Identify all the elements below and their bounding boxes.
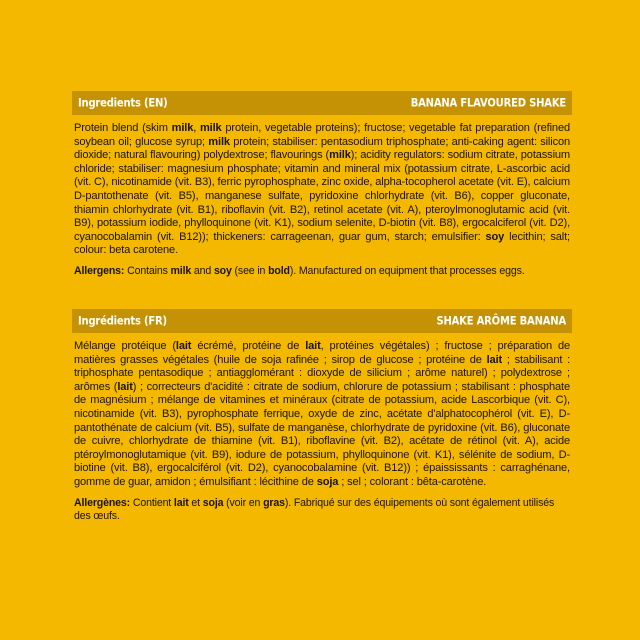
text-run: , [193, 122, 200, 134]
bold-text: soja [316, 475, 339, 488]
text-run: Contient [130, 496, 174, 509]
ingredients-panel-en [72, 91, 572, 279]
text-run: protein, vegetable proteins); fructose; vegetable fat preparation (refined soybean oil; glucose syrup; [74, 122, 570, 148]
product-name-en: BANANA FLAVOURED SHAKE [410, 96, 566, 110]
text-run: ). Fabriqué sur des équipements où sont également utilisés des œufs. [74, 496, 555, 523]
bold-text: Allergènes: [74, 496, 131, 509]
bold-text: gras [263, 496, 285, 509]
text-run: Contains [124, 264, 171, 277]
bold-text: milk [199, 122, 222, 134]
text-run: ); acidity regulators: sodium citrate, potassium chloride; stabiliser: magnesium phosphate; vitamin and mineral mix (potassium citrate, L-ascorbic acid (vit. C), nicotinamide (vit. B3), ferric pyrophosphate, zinc oxide, alpha-tocopherol acetate (vit. E), calcium D-pantothenate (vit. B5), manganese sulfate, pyridoxine chlorhydrate (vit. B6), copper gluconate, thiamin chlorhydrate (vit. B1), riboflavin (vit. B2), retinol acetate (vit. A), pteroylmonoglutamic acid (vit. B9), potassium iodide, phylloquinone (vit. K1), sodium selenite, D-biotin (vit. B8), ergocalciferol (vit. D2), cyanocobalamin (vit. B12)); thickeners: carrageenan, guar gum, starch; emulsifier: [74, 149, 570, 243]
section-title-fr: Ingrédients (FR) [78, 314, 167, 328]
text-run: (see in [231, 264, 269, 277]
text-run: écrémé, protéine de [191, 340, 306, 352]
text-run: ). Manufactured on equipment that processes eggs. [289, 264, 525, 277]
text-run: protein; stabiliser: pentasodium triphosphate; anti-caking agent: silicon dioxide; natural flavouring) polydextrose; flavourings ( [74, 135, 570, 162]
bold-text: bold [268, 264, 290, 277]
section-header-fr [72, 309, 572, 333]
text-run: ; stabilisant : triphosphate pentasodique ; antiagglomérant : dioxyde de silicium ; arôme naturel) ; polydextrose ; arômes ( [74, 353, 570, 393]
ingredients-text-fr [72, 333, 572, 490]
bold-text: lait [305, 340, 321, 352]
text-run: ; sel ; colorant : bêta-carotène. [338, 475, 487, 488]
text-run: lecithin; salt; colour: beta carotene. [74, 230, 570, 257]
text-run: and [191, 264, 214, 277]
bold-text: lait [117, 380, 133, 393]
section-title-en: Ingredients (EN) [78, 96, 168, 110]
bold-text: soja [202, 496, 224, 509]
bold-text: milk [208, 135, 230, 148]
ingredients-panel-fr [72, 309, 572, 524]
allergens-text-fr [72, 490, 572, 524]
text-run: Mélange protéique ( [74, 340, 176, 352]
text-run: Protein blend (skim [74, 122, 172, 134]
allergens-text-en [72, 258, 572, 279]
bold-text: lait [173, 496, 189, 509]
section-header-en [72, 91, 572, 115]
text-run: et [188, 496, 203, 509]
bold-text: Allergens: [74, 264, 125, 277]
text-run: , protéines végétales) ; fructose ; préparation de matières grasses végétales (huile de soja rafinée ; sirop de glucose ; protéine de [74, 340, 570, 366]
bold-text: lait [486, 353, 503, 366]
bold-text: soy [213, 264, 232, 277]
bold-text: milk [329, 149, 351, 162]
ingredients-text-en [72, 115, 572, 258]
bold-text: milk [170, 264, 192, 277]
text-run: (voir en [223, 496, 264, 509]
bold-text: milk [171, 122, 194, 134]
product-name-fr: SHAKE ARÔME BANANA [436, 314, 566, 328]
bold-text: lait [175, 340, 192, 352]
text-run: ) ; correcteurs d'acidité : citrate de sodium, chlorure de potassium ; stabilisant : phosphate de magnésium ; mélange de vitamines et minéraux (citrate de potassium, acide Lascorbique (vit. C), nicotinamide (vit. B3), pyrophosphate ferrique, oxyde de zinc, acétate d'alphatocophérol (vit. E), D-pantothénate de calcium (vit. B5), sulfate de manganèse, chlorhydrate de pyridoxine (vit. B6), gluconate de cuivre, chlorhydrate de thiamine (vit. B1), riboflavine (vit. B2), acétate de rétinol (vit. A), acide ptéroylmonoglutamique (vit. B9), iodure de potassium, phylloquinone (vit. K1), sélénite de sodium, D-biotine (vit. B8), ergocalciférol (vit. D2), cyanocobalamine (vit. B12)) ; épaississants : carraghénane, gomme de guar, amidon ; émulsifiant : lécithine de [74, 380, 570, 488]
bold-text: soy [485, 230, 505, 243]
